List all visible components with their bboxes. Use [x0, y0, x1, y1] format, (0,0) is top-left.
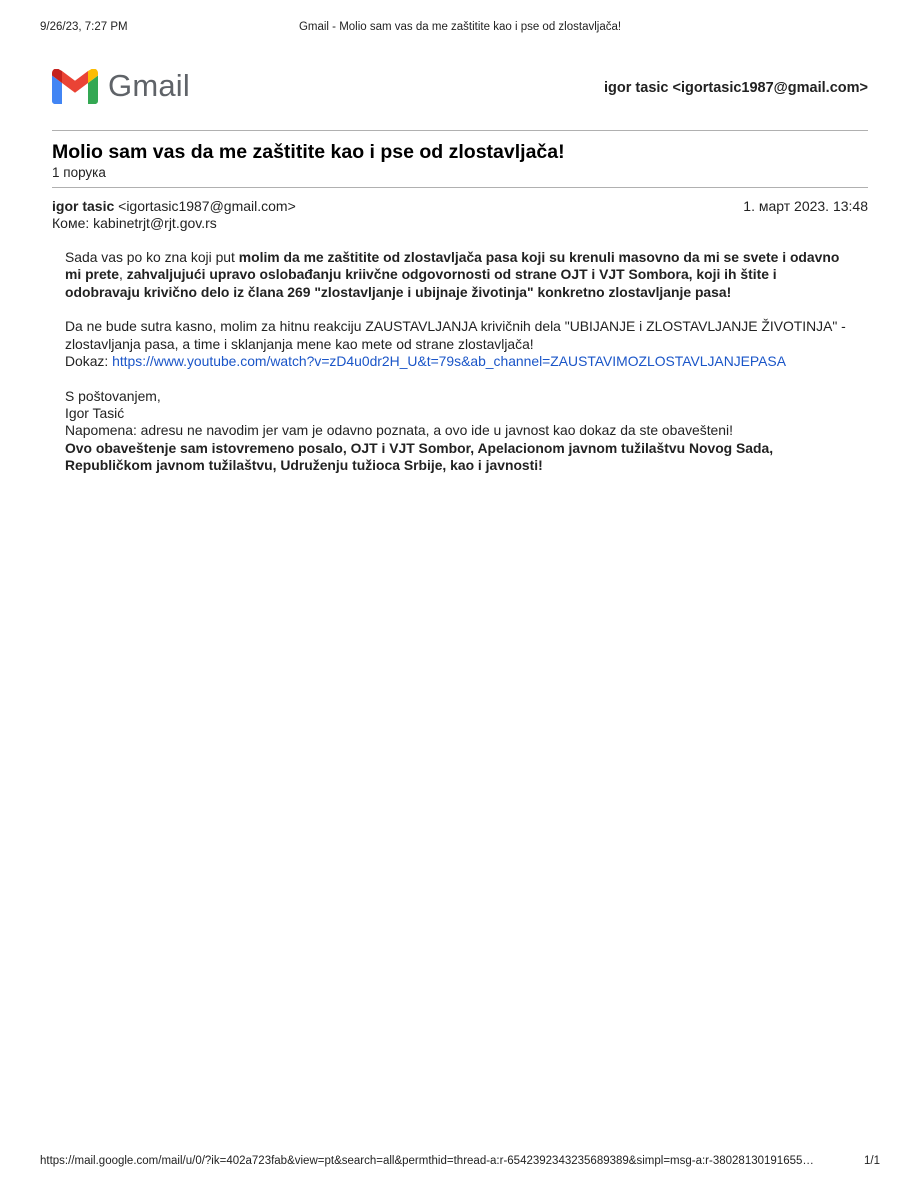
message-date: 1. март 2023. 13:48: [743, 198, 868, 214]
print-title: Gmail - Molio sam vas da me zaštitite kao i pse od zlostavljača!: [298, 21, 622, 33]
gmail-logo: [52, 68, 190, 104]
gmail-m-icon: [52, 69, 98, 104]
note: Napomena: adresu ne navodim jer vam je odavno poznata, a ovo ide u javnost kao dokaz da ste obavešteni!: [65, 422, 733, 439]
divider: [52, 187, 868, 188]
print-datetime: 9/26/23, 7:27 PM: [40, 21, 128, 33]
proof-link[interactable]: https://www.youtube.com/watch?v=zD4u0dr2H_U&t=79s&ab_channel=ZAUSTAVIMOZLOSTAVLJANJEPASA: [112, 352, 786, 369]
divider: [52, 130, 868, 131]
proof-line: Dokaz: https://www.youtube.com/watch?v=zD4u0dr2H_U&t=79s&ab_channel=ZAUSTAVIMOZLOSTAVLJANJEPASA: [65, 352, 786, 369]
gmail-wordmark: Gmail: [108, 68, 190, 103]
final-notice: Ovo obaveštenje sam istovremeno posalo, OJT i VJT Sombor, Apelacionom javnom tužilaštvu Novog Sada, Republičkom javnom tužilaštvu, Udruženju tužioca Srbije, kao i javnosti!: [65, 439, 774, 473]
greeting: S poštovanjem,: [65, 387, 161, 404]
page-number: 1/1: [864, 1155, 880, 1167]
recipient: Коме: kabinetrjt@rjt.gov.rs: [52, 215, 217, 231]
sender-name: igor tasic: [52, 198, 115, 214]
paragraph-1: Sada vas po ko zna koji put molim da me zaštitite od zlostavljača pasa koji su krenuli masovno da mi se svete i odavno mi prete, zahvaljujući upravo oslobađanju kriivčne odgovornosti od strane OJT i VJT Sombora, koji ih štite i odobravaju krivično delo iz člana 269 "zlostavljanje i ubijnaje životinja" konkretno zlostavljanje pasa!: [65, 249, 840, 300]
account-label: igor tasic <igortasic1987@gmail.com>: [604, 80, 868, 96]
sender-email: <igortasic1987@gmail.com>: [118, 198, 296, 214]
thread-subject: Molio sam vas da me zaštitite kao i pse od zlostavljača!: [52, 141, 565, 163]
message-body: [65, 249, 855, 474]
print-url: https://mail.google.com/mail/u/0/?ik=402a723fab&view=pt&search=all&permthid=thread-a:r-6542392343235689389&simpl=msg-a:r-38028130191655…: [40, 1155, 814, 1167]
signature: Igor Tasić: [65, 405, 125, 422]
paragraph-2: Da ne bude sutra kasno, molim za hitnu reakciju ZAUSTAVLJANJA krivičnih dela "UBIJANJE i ZLOSTAVLJANJE ŽIVOTINJA" - zlostavljanja pasa, a time i sklanjanja mene kao mete od strane zlostavljača!: [65, 318, 846, 352]
sender: [52, 198, 296, 214]
message-count: 1 порука: [52, 165, 106, 180]
